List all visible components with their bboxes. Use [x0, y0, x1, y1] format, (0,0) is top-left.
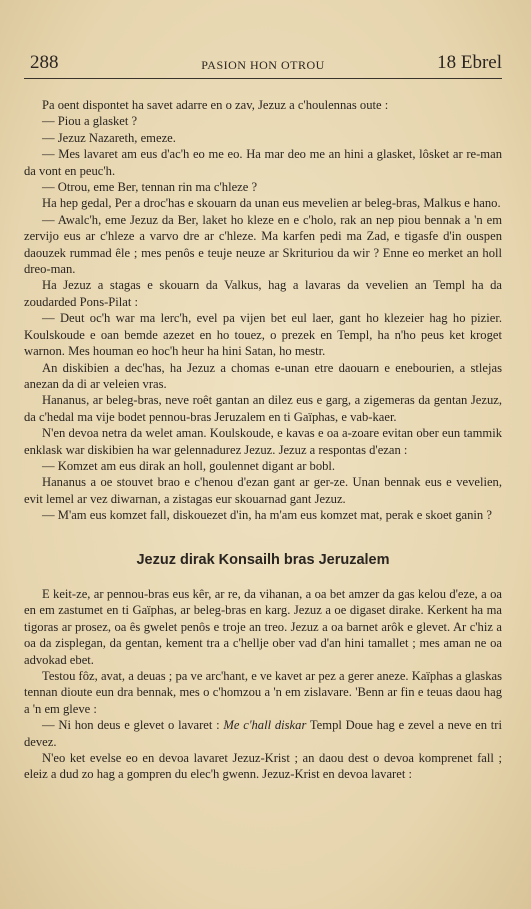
page-body — [24, 97, 502, 783]
paragraph: — M'am eus komzet fall, diskouezet d'in, ha m'am eus komzet mat, perak e skoet ganin ? — [42, 508, 492, 523]
paragraph: — Piou a glasket ? — [42, 114, 138, 129]
paragraph: — Mes lavaret am eus d'ac'h eo me eo. Ha mar deo me an hini a glasket, lôsket ar re-man da vont en peuc'h. — [24, 147, 502, 178]
paragraph: — Jezuz Nazareth, emeze. — [42, 130, 176, 145]
running-title: PASION HON OTROU — [201, 58, 325, 72]
paragraph: — Komzet am eus dirak an holl, goulennet digant ar bobl. — [42, 458, 336, 473]
paragraph: Pa oent dispontet ha savet adarre en o zav, Jezuz a c'houlennas oute : — [42, 98, 389, 112]
paragraph: Testou fôz, avat, a deuas ; pa ve arc'hant, e ve kavet ar pez a gerer aneze. Kaïphas a glaskas tennan dioute eun dra bennak, mes o c'homzou a 'n em zislavare. 'Benn ar fin e teuas daou hag a 'n em gleve : — [24, 669, 502, 716]
paragraph: Ha Jezuz a stagas e skouarn da Valkus, hag a lavaras da vevelien an Templ ha da zoudarded Pons-Pilat : — [24, 278, 502, 309]
quote-italic: Me c'hall diskar — [223, 718, 307, 733]
paragraph: Hananus, ar beleg-bras, neve roêt gantan an dilez eus e garg, a zigemeras da gentan Jezuz, da c'hedal ma vije bodet pennou-bras Jeruzalem en ti Gaïphas, e vab-kaer. — [24, 393, 502, 424]
paragraph: N'en devoa netra da welet aman. Koulskoude, e kavas e oa a-zoare evitan ober eun tammik enklask war diskibien ha war gelennadurez Jezuz. Jezuz a respontas d'ezan : — [24, 426, 502, 457]
quote-paragraph — [24, 717, 502, 750]
paragraph: — Otrou, eme Ber, tennan rin ma c'hleze ? — [42, 180, 258, 195]
page-number: 288 — [30, 52, 59, 73]
paragraph: — Awalc'h, eme Jezuz da Ber, laket ho kleze en e c'holo, rak an nep piou bennak a 'n em zervijo eus ar c'hleze a varvo dre ar c'hleze. Ma karfen pedi ma Zad, e tigasfe d'in ouspen daouzek rummad êle ; mes penôs e teuje neuze ar Skrituriou da wir ? Enne eo merket an holl dreo-man. — [24, 212, 502, 277]
quote-text: — Ni hon deus e glevet o lavaret : — [42, 718, 224, 733]
paragraph: Ha hep gedal, Per a droc'has e skouarn da unan eus mevelien ar beleg-bras, Malkus e hano. — [42, 196, 501, 211]
header-date: 18 Ebrel — [437, 52, 502, 73]
paragraph: N'eo ket evelse eo en devoa lavaret Jezuz-Krist ; an daou dest o devoa komprenet fall ; eleiz a dud zo hag a gompren du elec'h gwenn. Jezuz-Krist en devoa lavaret : — [24, 751, 502, 782]
paragraph: Hananus a oe stouvet brao e c'henou d'ezan gant ar ger-ze. Unan bennak eus e vevelien, evit lemel ar vez diwarnan, a zistagas eur skouarnad gant Jezuz. — [24, 475, 502, 506]
paragraph: An diskibien a dec'has, ha Jezuz a chomas e-unan etre daouarn e enebourien, a stlejas anezan da di ar veleien vras. — [24, 360, 502, 391]
paragraph: E keit-ze, ar pennou-bras eus kêr, ar re, da vihanan, a oa bet amzer da gas kelou d'eze, a oa en em zastumet en ti Gaïphas, ar beleg-bras en karg. Jezuz a oe digaset dirake. Kerkent ha ma tigoras ar prosez, oa ês gwelet penôs e troje an treo. Jezuz a oa barnet arôk e glevet. Ar c'hiz a oa da zisplegan, da gentan, kement tra a c'hellje ober vad d'an hini tamallet ; mes aman ne oa advokad ebet. — [24, 586, 502, 667]
quote-text-end: Templ Doue hag e zevel a neve en tri devez. — [24, 718, 502, 749]
page-header — [24, 52, 502, 79]
section-heading: Jezuz dirak Konsailh bras Jeruzalem — [136, 551, 390, 568]
paragraph: — Deut oc'h war ma lerc'h, evel pa vijen bet eul laer, gant ho klezeier hag ho pizier. Koulskoude e oan bemde azezet en ho touez, o prezek en Templ, ha n'ho peus ket kroget warnon. Mes houman eo hoc'h heur ha hini Satan, ho mestr. — [24, 311, 502, 359]
